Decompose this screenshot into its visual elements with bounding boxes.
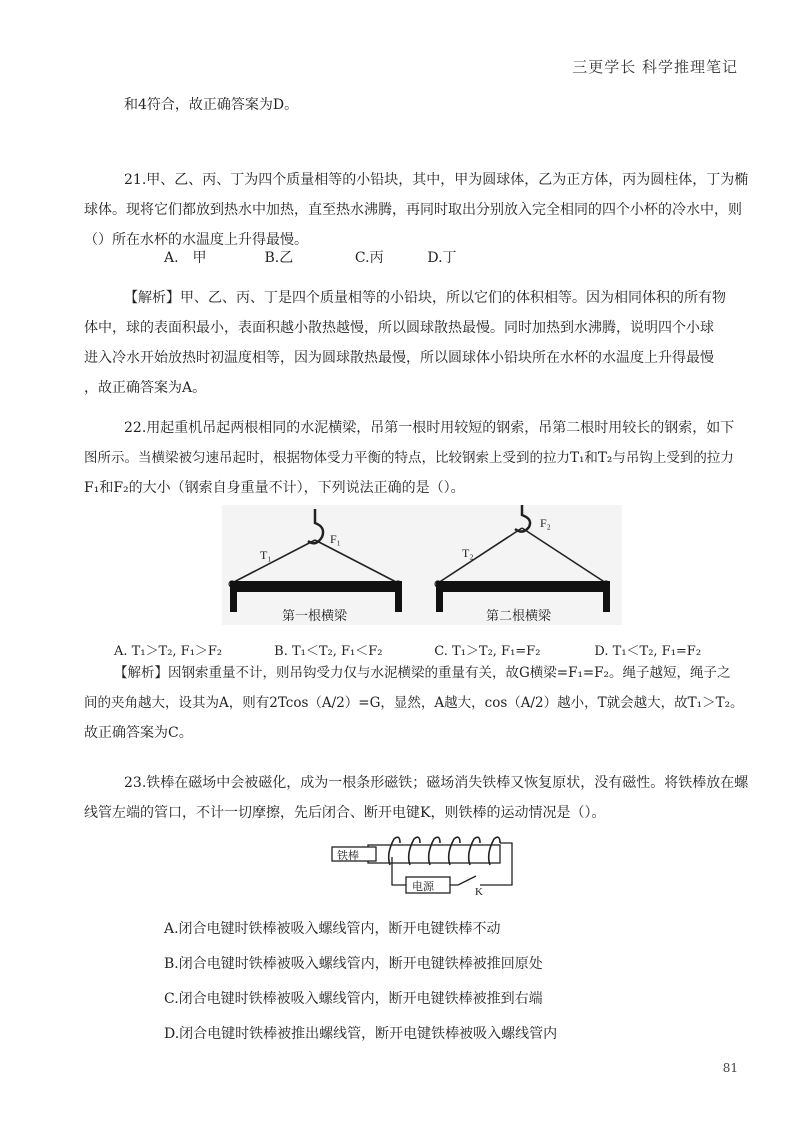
- beam-leg-right: [603, 592, 610, 612]
- question-22: [84, 413, 735, 503]
- analysis-line: 故正确答案为C。: [84, 725, 193, 741]
- coil-turn: [489, 837, 500, 865]
- option-a: A. T₁＞T₂, F₁＞F₂: [114, 644, 223, 659]
- option-a: A. 甲: [164, 250, 207, 266]
- wire-right: [480, 843, 512, 885]
- coil-turn: [469, 837, 480, 865]
- caption-second-beam: 第二根横梁: [486, 609, 552, 624]
- question-line: 22.用起重机吊起两根相同的水泥横梁，吊第一根时用较短的钢索，吊第二根时用较长的钢索，如下: [124, 420, 735, 436]
- label-t1: T₁: [260, 548, 272, 562]
- q21-options: [164, 247, 457, 267]
- q22-analysis: [84, 658, 744, 748]
- question-line: 23.铁棒在磁场中会被磁化，成为一根条形磁铁；磁场消失铁棒又恢复原状，没有磁性。将铁棒放在螺: [124, 775, 749, 791]
- label-f1: F₁: [330, 532, 341, 546]
- option-c: C.闭合电键时铁棒被吸入螺线管内，断开电键铁棒被推到右端: [164, 991, 543, 1007]
- beam-top: [436, 581, 610, 592]
- question-line: 球体。现将它们都放到热水中加热，直至热水沸腾，再同时取出分别放入完全相同的四个小杯的冷水中，则: [84, 202, 742, 218]
- coil-turn: [449, 837, 460, 865]
- option-c: C. T₁＞T₂, F₁=F₂: [434, 644, 541, 659]
- coil-turn: [409, 837, 420, 865]
- analysis-line: 间的夹角越大，设其为A，则有2Tcos（A/2）=G，显然，A越大，cos（A/2）越小，T就会越大，故T₁＞T₂。: [84, 695, 744, 711]
- coil-turn: [389, 837, 400, 865]
- option-d: D. T₁＜T₂, F₁=F₂: [594, 644, 702, 659]
- q23-options: [164, 912, 557, 1052]
- page-number: 81: [722, 1061, 738, 1075]
- q21-analysis: [84, 283, 724, 403]
- option-d: D.丁: [427, 250, 457, 266]
- option-d: D.闭合电键时铁棒被推出螺线管，断开电键铁棒被吸入螺线管内: [164, 1026, 558, 1042]
- option-a: A.闭合电键时铁棒被吸入螺线管内，断开电键铁棒不动: [164, 921, 501, 937]
- label-switch-k: K: [475, 886, 483, 897]
- option-c: C.丙: [354, 250, 384, 266]
- label-iron-rod: 铁棒: [337, 849, 359, 862]
- option-b: B. T₁＜T₂, F₁＜F₂: [274, 644, 383, 659]
- question-line: F₁和F₂的大小（钢索自身重量不计），下列说法正确的是（）。: [84, 480, 465, 496]
- label-f2: F₂: [540, 516, 551, 530]
- option-b: B.乙: [264, 250, 294, 266]
- label-t2: T₂: [462, 546, 474, 560]
- prev-answer-text: 和4符合，故正确答案为D。: [124, 97, 299, 113]
- analysis-line: 【解析】甲、乙、丙、丁是四个质量相等的小铅块，所以它们的体积相等。因为相同体积的所有物: [124, 290, 726, 306]
- coil-windings: [389, 837, 500, 865]
- beam-leg-right: [395, 592, 402, 612]
- analysis-line: ，故正确答案为A。: [84, 380, 207, 396]
- figure-background: [222, 505, 622, 625]
- solenoid-tube: [368, 845, 500, 863]
- analysis-line: 体中，球的表面积最小，表面积越小散热越慢，所以圆球散热最慢。同时加热到水沸腾，说明四个小球: [84, 320, 714, 336]
- option-b: B.闭合电键时铁棒被吸入螺线管内，断开电键铁棒被推回原处: [164, 956, 543, 972]
- coil-turn: [429, 837, 440, 865]
- analysis-line: 【解析】因钢索重量不计，则吊钩受力仅与水泥横梁的重量有关，故G横梁=F₁=F₂。绳子越短，绳子之: [114, 665, 731, 681]
- question-23: [84, 768, 749, 828]
- question-line: 图所示。当横梁被匀速吊起时，根据物体受力平衡的特点，比较钢索上受到的拉力T₁和T₂与吊钩上受到的拉力: [84, 450, 734, 466]
- label-power-source: 电源: [412, 880, 434, 893]
- beam-leg-left: [436, 592, 443, 612]
- beam-leg-left: [230, 592, 237, 612]
- q22-options: [114, 640, 701, 659]
- question-line: 21.甲、乙、丙、丁为四个质量相等的小铅块，其中，甲为圆球体，乙为正方体，丙为圆柱体，丁为椭: [124, 172, 749, 188]
- question-line: （）所在水杯的水温度上升得最慢。: [84, 232, 308, 248]
- caption-first-beam: 第一根横梁: [282, 609, 348, 624]
- wire-left: [392, 857, 406, 885]
- solenoid-circuit-figure: [330, 835, 515, 897]
- question-line: 线管左端的管口，不计一切摩擦，先后闭合、断开电键K，则铁棒的运动情况是（）。: [84, 805, 606, 821]
- switch-k-blade: [458, 876, 476, 885]
- crane-beam-figure: [222, 505, 622, 625]
- page-header-title: 三更学长 科学推理笔记: [572, 58, 738, 76]
- beam-top: [230, 581, 402, 592]
- question-21: [84, 165, 749, 255]
- analysis-line: 进入冷水开始放热时初温度相等，因为圆球散热最慢，所以圆球体小铅块所在水杯的水温度上升得最慢: [84, 350, 714, 366]
